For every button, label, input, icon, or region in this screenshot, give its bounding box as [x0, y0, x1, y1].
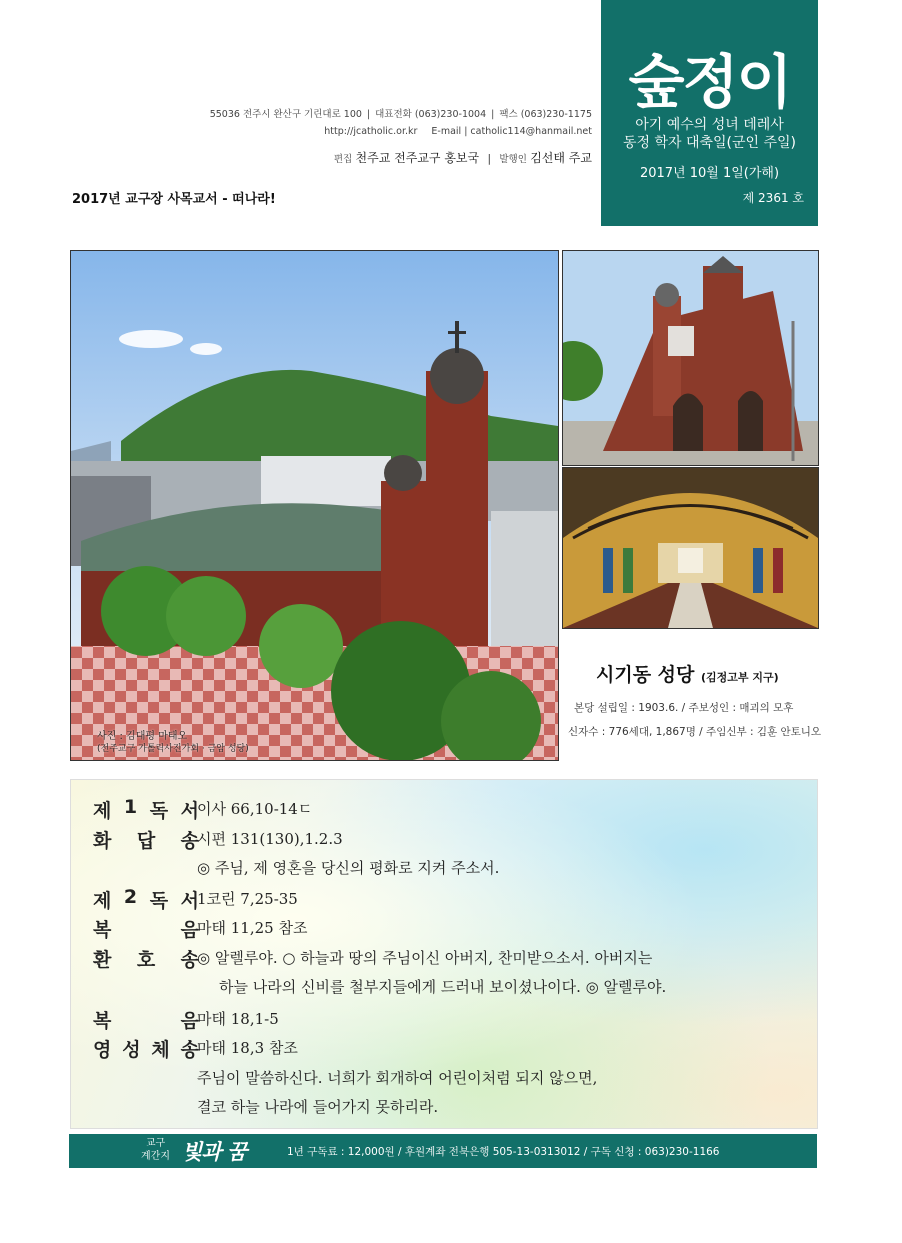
- reading-label-gospel: 복 음: [93, 1010, 199, 1032]
- feast-line-2: 동정 학자 대축일(군인 주일): [622, 135, 797, 151]
- reading-label-second: 제 2 독 서: [93, 886, 199, 912]
- church-founding-info: 본당 설립일 : 1903.6. / 주보성인 : 매괴의 모후: [574, 702, 794, 714]
- reading-text-psalm: 시편 131(130),1.2.3: [197, 830, 343, 848]
- church-interior-illustration: [563, 468, 818, 628]
- reading-text-gospel-ref: 마태 11,25 참조: [197, 919, 308, 937]
- issue-date: 2017년 10월 1일(가해): [639, 166, 780, 181]
- reading-text-second: 1코린 7,25-35: [197, 890, 298, 908]
- editor-line: 편집 천주교 전주교구 홍보국 | 발행인 김선태 주교: [333, 151, 592, 165]
- address: 55036 전주시 완산구 기린대로 100: [209, 109, 362, 120]
- pastoral-slogan: 2017년 교구장 사목교서 - 떠나라!: [72, 192, 276, 207]
- church-exterior-illustration: [71, 251, 558, 760]
- church-name: 시기동 성당: [596, 664, 695, 686]
- subscription-info: 1년 구독료 : 12,000원 / 후원계좌 전북은행 505-13-0313012 / 구독 신청 : 063)230-1166: [287, 1146, 720, 1158]
- church-facade-photo: [562, 250, 819, 466]
- church-interior-photo: [562, 467, 819, 629]
- reading-text-gospel: 마태 18,1-5: [197, 1010, 279, 1028]
- reading-text-first: 이사 66,10-14ㄷ: [197, 800, 313, 818]
- reading-text-communion: 마태 18,3 참조: [197, 1039, 298, 1057]
- reading-label-gospel-acclamation-ref: 복 음: [93, 919, 199, 941]
- reading-label-psalm: 화 답 송: [93, 830, 199, 852]
- editor-label: 편집: [333, 154, 353, 165]
- quarterly-label: [141, 1137, 170, 1163]
- church-members-info: 신자수 : 776세대, 1,867명 / 주임신부 : 김훈 안토니오: [568, 726, 822, 738]
- church-name-heading: [596, 660, 779, 687]
- address-line: 55036 전주시 완산구 기린대로 100 | 대표전화 (063)230-1004 | 팩스 (063)230-1175: [209, 109, 592, 120]
- quarterly-label-line-2: 계간지: [141, 1151, 170, 1162]
- church-district: (김정고부 지구): [701, 671, 779, 684]
- fax: 팩스 (063)230-1175: [499, 109, 592, 120]
- feast-title: [601, 116, 818, 152]
- readings-box: [70, 779, 818, 1129]
- contact-line: [324, 126, 592, 137]
- publisher: 김선태 주교: [530, 151, 592, 165]
- website-link[interactable]: http://jcatholic.or.kr: [324, 126, 418, 137]
- reading-label-first: 제 1 독 서: [93, 796, 199, 822]
- photo-credit: [97, 731, 249, 755]
- reading-text-acclamation: ◎ 알렐루야. ○ 하늘과 땅의 주님이신 아버지, 찬미받으소서. 아버지는: [197, 949, 653, 967]
- reading-text-communion-line2: 결코 하늘 나라에 들어가지 못하리라.: [197, 1098, 439, 1116]
- reading-label-communion: 영 성 체 송: [93, 1039, 199, 1061]
- logo: 숲정이: [628, 48, 791, 116]
- masthead: [601, 0, 818, 226]
- quarterly-label-line-1: 교구: [145, 1138, 166, 1149]
- church-facade-illustration: [563, 251, 818, 465]
- feast-line-1: 아기 예수의 성녀 데레사: [635, 117, 784, 133]
- photo-credit-line-2: (전주교구 가톨릭사진가회 · 금암 성당): [97, 744, 249, 754]
- quarterly-logo: 빛과 꿈: [182, 1140, 247, 1164]
- reading-text-psalm-response: ◎ 주님, 제 영혼을 당신의 평화로 지켜 주소서.: [197, 859, 500, 877]
- editor: 천주교 전주교구 홍보국: [355, 151, 480, 165]
- photo-credit-line-1: 사진 : 김대평 마태오: [97, 731, 188, 742]
- email-link[interactable]: E-mail | catholic114@hanmail.net: [431, 126, 592, 137]
- publisher-label: 발행인: [499, 154, 527, 165]
- issue-number: 제 2361 호: [742, 191, 804, 205]
- reading-text-communion-line1: 주님이 말씀하신다. 너희가 회개하여 어린이처럼 되지 않으면,: [197, 1069, 598, 1087]
- phone: 대표전화 (063)230-1004: [375, 109, 487, 120]
- reading-label-acclamation: 환 호 송: [93, 949, 199, 971]
- footer-bar: [69, 1134, 817, 1168]
- reading-text-acclamation-cont: 하늘 나라의 신비를 철부지들에게 드러내 보이셨나이다. ◎ 알렐루야.: [219, 978, 667, 996]
- main-church-photo: [70, 250, 559, 761]
